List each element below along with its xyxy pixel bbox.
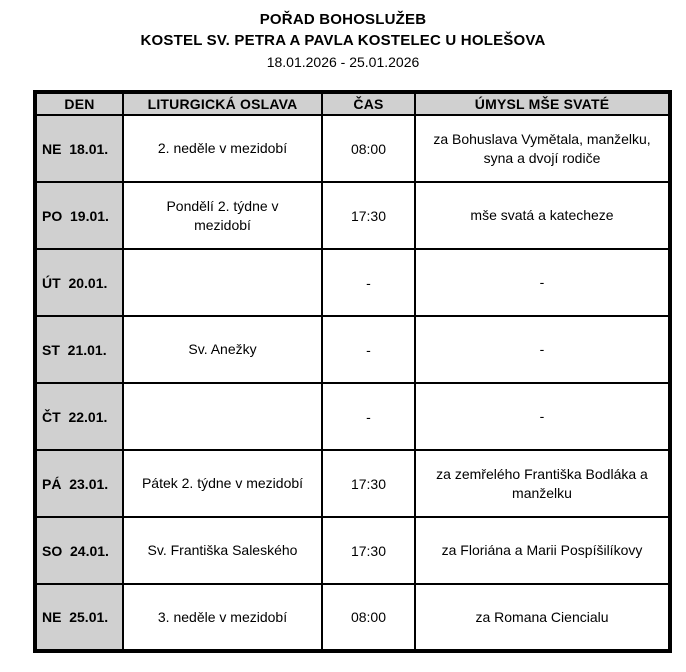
intention-cell: za Floriána a Marii Pospíšilíkovy xyxy=(415,517,670,584)
celebration-cell: Sv. Anežky xyxy=(123,316,322,383)
intention-cell: za zemřelého Františka Bodláka a manželku xyxy=(415,450,670,517)
time-cell: 17:30 xyxy=(322,182,415,249)
date-range: 18.01.2026 - 25.01.2026 xyxy=(266,54,420,70)
page-title: POŘAD BOHOSLUŽEB xyxy=(259,11,427,28)
col-header-cas: ČAS xyxy=(322,92,415,115)
day-cell: ČT 22.01. xyxy=(35,383,123,450)
church-name: KOSTEL SV. PETRA A PAVLA KOSTELEC U HOLEŠOVA xyxy=(140,32,546,49)
table-row xyxy=(35,383,670,450)
celebration-cell: Sv. Františka Saleského xyxy=(123,517,322,584)
header-row xyxy=(35,92,670,115)
table-row xyxy=(35,182,670,249)
time-cell: 17:30 xyxy=(322,450,415,517)
time-cell: 08:00 xyxy=(322,115,415,182)
celebration-cell: 3. neděle v mezidobí xyxy=(123,584,322,651)
day-cell: PÁ 23.01. xyxy=(35,450,123,517)
table-row xyxy=(35,517,670,584)
celebration-cell xyxy=(123,249,322,316)
table-row xyxy=(35,584,670,651)
celebration-cell: Pátek 2. týdne v mezidobí xyxy=(123,450,322,517)
day-cell: ST 21.01. xyxy=(35,316,123,383)
table-row xyxy=(35,316,670,383)
time-cell: - xyxy=(322,249,415,316)
day-cell: NE 25.01. xyxy=(35,584,123,651)
day-cell: SO 24.01. xyxy=(35,517,123,584)
intention-cell: za Romana Ciencialu xyxy=(415,584,670,651)
time-cell: 17:30 xyxy=(322,517,415,584)
mass-schedule-table xyxy=(33,90,672,653)
celebration-cell xyxy=(123,383,322,450)
day-cell: ÚT 20.01. xyxy=(35,249,123,316)
intention-cell: - xyxy=(415,383,670,450)
document-header xyxy=(0,0,686,73)
col-header-liturgicka-oslava: LITURGICKÁ OSLAVA xyxy=(123,92,322,115)
celebration-cell: 2. neděle v mezidobí xyxy=(123,115,322,182)
time-cell: - xyxy=(322,383,415,450)
time-cell: 08:00 xyxy=(322,584,415,651)
table-row xyxy=(35,249,670,316)
time-cell: - xyxy=(322,316,415,383)
col-header-den: DEN xyxy=(35,92,123,115)
intention-cell: mše svatá a katecheze xyxy=(415,182,670,249)
intention-cell: - xyxy=(415,316,670,383)
day-cell: PO 19.01. xyxy=(35,182,123,249)
day-cell: NE 18.01. xyxy=(35,115,123,182)
intention-cell: za Bohuslava Vymětala, manželku, syna a dvojí rodiče xyxy=(415,115,670,182)
intention-cell: - xyxy=(415,249,670,316)
col-header-umysl: ÚMYSL MŠE SVATÉ xyxy=(415,92,670,115)
celebration-cell: Pondělí 2. týdne v mezidobí xyxy=(123,182,322,249)
table-row xyxy=(35,450,670,517)
table-row xyxy=(35,115,670,182)
